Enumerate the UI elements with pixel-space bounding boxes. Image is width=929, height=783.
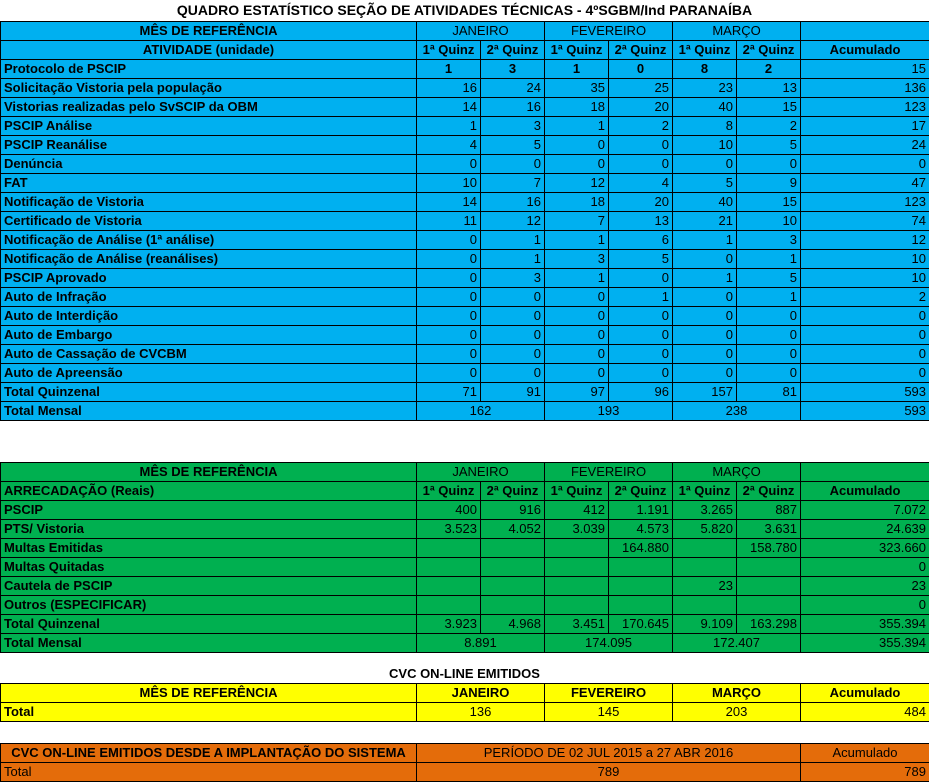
row-value bbox=[417, 558, 481, 577]
row-value bbox=[545, 577, 609, 596]
cvc-month: FEVEREIRO bbox=[545, 684, 673, 703]
row-value bbox=[737, 558, 801, 577]
row-value: 1 bbox=[545, 60, 609, 79]
month-header: MARÇO bbox=[673, 22, 801, 41]
total-mensal-label: Total Mensal bbox=[1, 402, 417, 421]
row-value: 5 bbox=[737, 136, 801, 155]
row-label: Multas Quitadas bbox=[1, 558, 417, 577]
row-value: 1 bbox=[481, 231, 545, 250]
row-acum: 24.639 bbox=[801, 520, 929, 539]
row-label: Auto de Interdição bbox=[1, 307, 417, 326]
row-value: 0 bbox=[481, 326, 545, 345]
cvc-since-table bbox=[0, 743, 929, 782]
row-value: 7 bbox=[545, 212, 609, 231]
row-value: 3 bbox=[481, 269, 545, 288]
acum-label: Acumulado bbox=[801, 41, 929, 60]
row-value: 3.923 bbox=[417, 615, 481, 634]
row-acum: 0 bbox=[801, 326, 929, 345]
row-value: 0 bbox=[481, 155, 545, 174]
empty-cell bbox=[801, 463, 929, 482]
row-value: 16 bbox=[481, 98, 545, 117]
row-value: 4 bbox=[609, 174, 673, 193]
cvc-since-total-row bbox=[1, 763, 929, 782]
cvc-total-value: 203 bbox=[673, 703, 801, 722]
month-header: MARÇO bbox=[673, 463, 801, 482]
row-value: 71 bbox=[417, 383, 481, 402]
table-row bbox=[1, 250, 929, 269]
page-title: QUADRO ESTATÍSTICO SEÇÃO DE ATIVIDADES TÉCNICAS - 4ºSGBM/Ind PARANAÍBA bbox=[176, 2, 753, 18]
row-value: 0 bbox=[673, 250, 737, 269]
row-value: 0 bbox=[737, 326, 801, 345]
row-value: 157 bbox=[673, 383, 737, 402]
row-label: Certificado de Vistoria bbox=[1, 212, 417, 231]
row-value: 0 bbox=[545, 326, 609, 345]
row-acum: 136 bbox=[801, 79, 929, 98]
row-value: 12 bbox=[481, 212, 545, 231]
cvc-since-acum-label: Acumulado bbox=[801, 744, 929, 763]
row-value: 0 bbox=[609, 136, 673, 155]
row-value: 1 bbox=[545, 231, 609, 250]
row-acum: 0 bbox=[801, 596, 929, 615]
row-label: PSCIP bbox=[1, 501, 417, 520]
row-value: 5 bbox=[481, 136, 545, 155]
quinz-header: 1ª Quinz bbox=[673, 41, 737, 60]
row-value: 0 bbox=[417, 345, 481, 364]
row-label: Total Quinzenal bbox=[1, 615, 417, 634]
row-label: Outros (ESPECIFICAR) bbox=[1, 596, 417, 615]
table-row bbox=[1, 136, 929, 155]
total-mensal-value: 193 bbox=[545, 402, 673, 421]
row-value: 1 bbox=[673, 231, 737, 250]
table-row bbox=[1, 577, 929, 596]
table-row bbox=[1, 539, 929, 558]
row-value: 15 bbox=[737, 98, 801, 117]
quinz-header: 2ª Quinz bbox=[481, 482, 545, 501]
row-label: Protocolo de PSCIP bbox=[1, 60, 417, 79]
row-acum: 12 bbox=[801, 231, 929, 250]
cvc-total-label: Total bbox=[1, 703, 417, 722]
cvc-since-acum-value: 789 bbox=[801, 763, 929, 782]
row-value: 4.968 bbox=[481, 615, 545, 634]
total-mensal-value: 172.407 bbox=[673, 634, 801, 653]
row-value: 5 bbox=[609, 250, 673, 269]
quinz-header: 1ª Quinz bbox=[417, 41, 481, 60]
cvc-acum-label: Acumulado bbox=[801, 684, 929, 703]
row-value: 14 bbox=[417, 193, 481, 212]
row-label: Multas Emitidas bbox=[1, 539, 417, 558]
cvc-total-row bbox=[1, 703, 929, 722]
row-value: 0 bbox=[417, 269, 481, 288]
row-value: 0 bbox=[417, 326, 481, 345]
cvc-month: JANEIRO bbox=[417, 684, 545, 703]
row-value: 1 bbox=[417, 60, 481, 79]
row-value: 13 bbox=[609, 212, 673, 231]
total-mensal-acum: 355.394 bbox=[801, 634, 929, 653]
row-acum: 17 bbox=[801, 117, 929, 136]
row-value: 1 bbox=[737, 288, 801, 307]
row-value bbox=[673, 558, 737, 577]
row-value: 4 bbox=[417, 136, 481, 155]
row-value bbox=[737, 596, 801, 615]
row-label: Notificação de Análise (1ª análise) bbox=[1, 231, 417, 250]
table-row bbox=[1, 383, 929, 402]
table-row bbox=[1, 307, 929, 326]
row-value: 0 bbox=[673, 326, 737, 345]
row-value: 0 bbox=[545, 136, 609, 155]
row-value: 5.820 bbox=[673, 520, 737, 539]
row-value: 0 bbox=[609, 364, 673, 383]
row-value: 0 bbox=[737, 364, 801, 383]
table-row bbox=[1, 231, 929, 250]
row-label: Auto de Infração bbox=[1, 288, 417, 307]
row-acum: 0 bbox=[801, 558, 929, 577]
cvc-month: MARÇO bbox=[673, 684, 801, 703]
row-value: 13 bbox=[737, 79, 801, 98]
month-header: JANEIRO bbox=[417, 22, 545, 41]
row-value: 14 bbox=[417, 98, 481, 117]
quinz-header: 1ª Quinz bbox=[545, 482, 609, 501]
row-value: 0 bbox=[481, 307, 545, 326]
row-value: 96 bbox=[609, 383, 673, 402]
cvc-title: CVC ON-LINE EMITIDOS bbox=[389, 666, 540, 681]
row-value: 3.523 bbox=[417, 520, 481, 539]
quinz-header: 1ª Quinz bbox=[417, 482, 481, 501]
quinz-header: 2ª Quinz bbox=[609, 482, 673, 501]
row-value: 0 bbox=[417, 288, 481, 307]
header-row-quinz bbox=[1, 41, 929, 60]
row-value bbox=[609, 558, 673, 577]
row-acum: 0 bbox=[801, 155, 929, 174]
row-value: 97 bbox=[545, 383, 609, 402]
row-label: Vistorias realizadas pelo SvSCIP da OBM bbox=[1, 98, 417, 117]
row-acum: 23 bbox=[801, 577, 929, 596]
quinz-header: 1ª Quinz bbox=[545, 41, 609, 60]
row-acum: 15 bbox=[801, 60, 929, 79]
row-value: 21 bbox=[673, 212, 737, 231]
row-value: 412 bbox=[545, 501, 609, 520]
row-value: 1 bbox=[545, 269, 609, 288]
row-value: 0 bbox=[417, 307, 481, 326]
row-value: 9 bbox=[737, 174, 801, 193]
unit-label: ARRECADAÇÃO (Reais) bbox=[1, 482, 417, 501]
row-value: 164.880 bbox=[609, 539, 673, 558]
row-label: Solicitação Vistoria pela população bbox=[1, 79, 417, 98]
row-value bbox=[417, 577, 481, 596]
row-acum: 47 bbox=[801, 174, 929, 193]
row-value: 20 bbox=[609, 193, 673, 212]
table-row bbox=[1, 174, 929, 193]
row-label: PSCIP Análise bbox=[1, 117, 417, 136]
row-value: 3 bbox=[481, 117, 545, 136]
row-value: 23 bbox=[673, 577, 737, 596]
row-value bbox=[673, 596, 737, 615]
row-value bbox=[481, 577, 545, 596]
row-value: 1 bbox=[673, 269, 737, 288]
quinz-header: 2ª Quinz bbox=[609, 41, 673, 60]
row-value: 11 bbox=[417, 212, 481, 231]
row-label: Notificação de Análise (reanálises) bbox=[1, 250, 417, 269]
row-value: 4.052 bbox=[481, 520, 545, 539]
row-value: 8 bbox=[673, 117, 737, 136]
total-mensal-row bbox=[1, 402, 929, 421]
row-acum: 74 bbox=[801, 212, 929, 231]
row-value: 887 bbox=[737, 501, 801, 520]
table-row bbox=[1, 117, 929, 136]
row-value: 10 bbox=[673, 136, 737, 155]
row-value: 0 bbox=[545, 288, 609, 307]
cvc-since-header-row bbox=[1, 744, 929, 763]
row-value: 3.039 bbox=[545, 520, 609, 539]
cvc-table bbox=[0, 683, 929, 722]
row-value: 7 bbox=[481, 174, 545, 193]
cvc-header-row bbox=[1, 684, 929, 703]
row-value: 0 bbox=[609, 155, 673, 174]
row-value: 0 bbox=[481, 364, 545, 383]
row-value: 0 bbox=[673, 307, 737, 326]
table-row bbox=[1, 155, 929, 174]
row-value: 2 bbox=[737, 117, 801, 136]
table-row bbox=[1, 212, 929, 231]
row-value: 0 bbox=[609, 307, 673, 326]
row-value: 0 bbox=[737, 307, 801, 326]
row-value: 2 bbox=[609, 117, 673, 136]
ref-label: MÊS DE REFERÊNCIA bbox=[1, 22, 417, 41]
row-acum: 0 bbox=[801, 307, 929, 326]
row-acum: 2 bbox=[801, 288, 929, 307]
acum-label: Acumulado bbox=[801, 482, 929, 501]
cvc-total-value: 136 bbox=[417, 703, 545, 722]
table-row bbox=[1, 288, 929, 307]
cvc-since-total-label: Total bbox=[1, 763, 417, 782]
row-acum: 123 bbox=[801, 193, 929, 212]
table-row bbox=[1, 60, 929, 79]
row-value bbox=[673, 539, 737, 558]
total-mensal-value: 8.891 bbox=[417, 634, 545, 653]
row-value: 400 bbox=[417, 501, 481, 520]
cvc-since-total-value: 789 bbox=[417, 763, 801, 782]
row-label: FAT bbox=[1, 174, 417, 193]
total-mensal-value: 238 bbox=[673, 402, 801, 421]
quinz-header: 1ª Quinz bbox=[673, 482, 737, 501]
row-value: 0 bbox=[545, 364, 609, 383]
revenue-table bbox=[0, 462, 929, 653]
row-value: 3.265 bbox=[673, 501, 737, 520]
row-label: PSCIP Reanálise bbox=[1, 136, 417, 155]
row-value: 10 bbox=[417, 174, 481, 193]
row-value: 0 bbox=[673, 364, 737, 383]
row-acum: 7.072 bbox=[801, 501, 929, 520]
cvc-total-value: 145 bbox=[545, 703, 673, 722]
row-value: 4.573 bbox=[609, 520, 673, 539]
row-value: 0 bbox=[609, 60, 673, 79]
row-value: 2 bbox=[737, 60, 801, 79]
row-value: 0 bbox=[481, 288, 545, 307]
row-value: 3 bbox=[481, 60, 545, 79]
row-value: 81 bbox=[737, 383, 801, 402]
row-label: Total Quinzenal bbox=[1, 383, 417, 402]
row-label: Denúncia bbox=[1, 155, 417, 174]
unit-label: ATIVIDADE (unidade) bbox=[1, 41, 417, 60]
table-row bbox=[1, 193, 929, 212]
cvc-since-label: CVC ON-LINE EMITIDOS DESDE A IMPLANTAÇÃO DO SISTEMA bbox=[1, 744, 417, 763]
row-value: 18 bbox=[545, 98, 609, 117]
row-value: 0 bbox=[673, 155, 737, 174]
row-value: 0 bbox=[417, 155, 481, 174]
table-row bbox=[1, 501, 929, 520]
row-value: 25 bbox=[609, 79, 673, 98]
row-acum: 593 bbox=[801, 383, 929, 402]
row-value: 5 bbox=[673, 174, 737, 193]
row-value bbox=[545, 558, 609, 577]
row-value bbox=[417, 596, 481, 615]
row-value bbox=[545, 596, 609, 615]
row-value: 0 bbox=[673, 288, 737, 307]
empty-cell bbox=[801, 22, 929, 41]
row-value bbox=[481, 596, 545, 615]
row-value: 6 bbox=[609, 231, 673, 250]
table-row bbox=[1, 79, 929, 98]
row-label: Auto de Cassação de CVCBM bbox=[1, 345, 417, 364]
row-acum: 0 bbox=[801, 345, 929, 364]
header-row-months bbox=[1, 22, 929, 41]
row-value: 1 bbox=[545, 117, 609, 136]
ref-label: MÊS DE REFERÊNCIA bbox=[1, 463, 417, 482]
row-value: 170.645 bbox=[609, 615, 673, 634]
table-row bbox=[1, 520, 929, 539]
table-row bbox=[1, 269, 929, 288]
row-value bbox=[481, 539, 545, 558]
quinz-header: 2ª Quinz bbox=[481, 41, 545, 60]
row-label: Auto de Apreensão bbox=[1, 364, 417, 383]
row-value bbox=[417, 539, 481, 558]
row-value: 24 bbox=[481, 79, 545, 98]
row-value: 5 bbox=[737, 269, 801, 288]
row-label: Cautela de PSCIP bbox=[1, 577, 417, 596]
row-value bbox=[737, 577, 801, 596]
row-value: 3 bbox=[737, 231, 801, 250]
table-row bbox=[1, 326, 929, 345]
row-value: 916 bbox=[481, 501, 545, 520]
row-value bbox=[609, 577, 673, 596]
row-label: Auto de Embargo bbox=[1, 326, 417, 345]
row-value: 16 bbox=[417, 79, 481, 98]
total-mensal-value: 162 bbox=[417, 402, 545, 421]
row-value: 9.109 bbox=[673, 615, 737, 634]
table-row bbox=[1, 596, 929, 615]
row-value: 163.298 bbox=[737, 615, 801, 634]
row-acum: 323.660 bbox=[801, 539, 929, 558]
cvc-acum-value: 484 bbox=[801, 703, 929, 722]
row-value: 1 bbox=[417, 117, 481, 136]
total-mensal-value: 174.095 bbox=[545, 634, 673, 653]
row-value: 10 bbox=[737, 212, 801, 231]
row-value: 0 bbox=[609, 345, 673, 364]
quinz-header: 2ª Quinz bbox=[737, 41, 801, 60]
row-value: 23 bbox=[673, 79, 737, 98]
row-value: 0 bbox=[545, 155, 609, 174]
row-value: 0 bbox=[417, 231, 481, 250]
month-header: FEVEREIRO bbox=[545, 463, 673, 482]
total-mensal-row bbox=[1, 634, 929, 653]
row-value: 15 bbox=[737, 193, 801, 212]
row-value: 8 bbox=[673, 60, 737, 79]
row-value: 0 bbox=[545, 345, 609, 364]
row-value: 0 bbox=[609, 269, 673, 288]
row-acum: 10 bbox=[801, 269, 929, 288]
cvc-ref-label: MÊS DE REFERÊNCIA bbox=[1, 684, 417, 703]
row-value: 12 bbox=[545, 174, 609, 193]
table-row bbox=[1, 364, 929, 383]
row-value: 40 bbox=[673, 193, 737, 212]
row-value: 0 bbox=[737, 155, 801, 174]
header-row-quinz bbox=[1, 482, 929, 501]
row-acum: 0 bbox=[801, 364, 929, 383]
row-value: 1 bbox=[481, 250, 545, 269]
row-value: 16 bbox=[481, 193, 545, 212]
table-row bbox=[1, 345, 929, 364]
quinz-header: 2ª Quinz bbox=[737, 482, 801, 501]
row-value bbox=[545, 539, 609, 558]
row-value: 35 bbox=[545, 79, 609, 98]
row-acum: 355.394 bbox=[801, 615, 929, 634]
row-value: 40 bbox=[673, 98, 737, 117]
table-row bbox=[1, 98, 929, 117]
row-value: 0 bbox=[673, 345, 737, 364]
row-value: 158.780 bbox=[737, 539, 801, 558]
row-value: 0 bbox=[417, 364, 481, 383]
row-label: PSCIP Aprovado bbox=[1, 269, 417, 288]
cvc-since-period: PERÍODO DE 02 JUL 2015 a 27 ABR 2016 bbox=[417, 744, 801, 763]
row-value: 3.631 bbox=[737, 520, 801, 539]
row-label: Notificação de Vistoria bbox=[1, 193, 417, 212]
row-acum: 24 bbox=[801, 136, 929, 155]
total-mensal-acum: 593 bbox=[801, 402, 929, 421]
row-value bbox=[609, 596, 673, 615]
row-value: 0 bbox=[545, 307, 609, 326]
header-row-months bbox=[1, 463, 929, 482]
row-value: 0 bbox=[481, 345, 545, 364]
row-value bbox=[481, 558, 545, 577]
month-header: FEVEREIRO bbox=[545, 22, 673, 41]
activities-table bbox=[0, 21, 929, 421]
row-value: 3.451 bbox=[545, 615, 609, 634]
table-row bbox=[1, 615, 929, 634]
row-value: 0 bbox=[737, 345, 801, 364]
row-value: 0 bbox=[417, 250, 481, 269]
row-acum: 123 bbox=[801, 98, 929, 117]
row-value: 91 bbox=[481, 383, 545, 402]
row-value: 18 bbox=[545, 193, 609, 212]
row-value: 1 bbox=[609, 288, 673, 307]
row-acum: 10 bbox=[801, 250, 929, 269]
month-header: JANEIRO bbox=[417, 463, 545, 482]
row-value: 0 bbox=[609, 326, 673, 345]
row-value: 1.191 bbox=[609, 501, 673, 520]
row-value: 20 bbox=[609, 98, 673, 117]
row-label: PTS/ Vistoria bbox=[1, 520, 417, 539]
table-row bbox=[1, 558, 929, 577]
total-mensal-label: Total Mensal bbox=[1, 634, 417, 653]
row-value: 1 bbox=[737, 250, 801, 269]
row-value: 3 bbox=[545, 250, 609, 269]
